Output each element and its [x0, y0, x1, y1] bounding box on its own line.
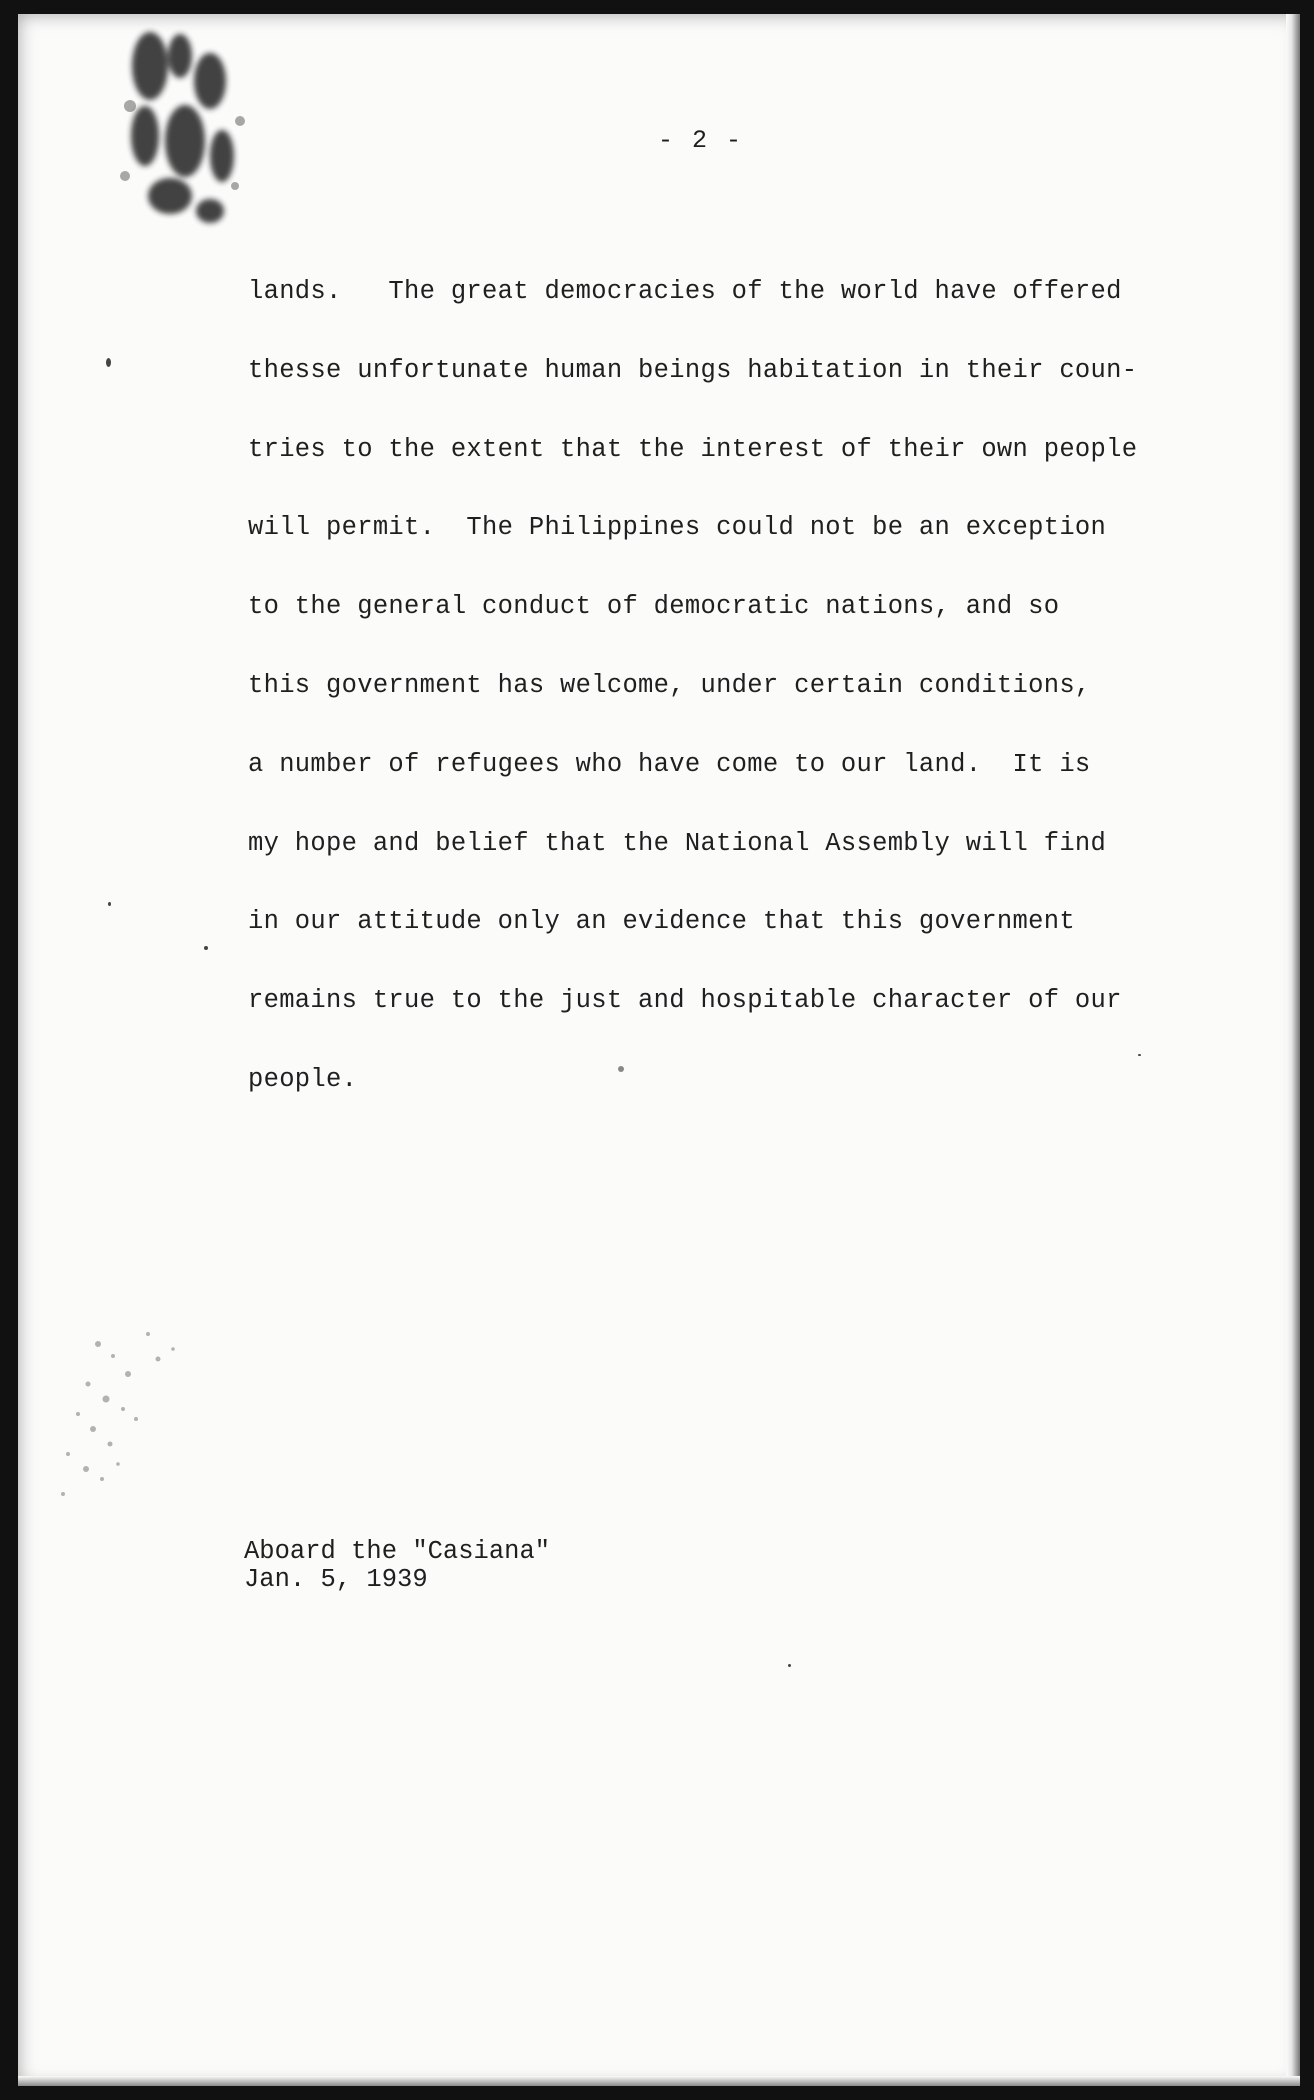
dust-speck [106, 358, 111, 367]
text-line: lands. The great democracies of the world have offered [248, 277, 1122, 306]
text-line: a number of refugees who have come to our land. It is [248, 749, 1091, 779]
text-line: this government has welcome, under certain conditions, [248, 670, 1091, 700]
dust-speck [204, 946, 208, 950]
page-number: - 2 - [658, 126, 744, 155]
paper-speckle [38, 1304, 198, 1524]
document-page [18, 14, 1300, 2086]
dust-speck [788, 1664, 791, 1667]
text-line: thesse unfortunate human beings habitation in their coun- [248, 355, 1138, 385]
text-line: my hope and belief that the National Assembly will find [248, 828, 1107, 858]
page-bottom-edge-shadow [18, 2076, 1300, 2086]
closing-location: Aboard the "Casiana" [244, 1537, 551, 1566]
text-line: remains true to the just and hospitable character of our [248, 986, 1122, 1016]
body-text [248, 272, 1208, 1139]
text-line: tries to the extent that the interest of their own people [248, 434, 1138, 464]
ink-smudge [110, 26, 260, 236]
text-line: in our attitude only an evidence that this government [248, 907, 1075, 937]
text-line: to the general conduct of democratic nations, and so [248, 592, 1060, 622]
closing-date: Jan. 5, 1939 [244, 1565, 428, 1594]
text-line: will permit. The Philippines could not be an exception [248, 513, 1107, 543]
text-line: people. [248, 1064, 358, 1094]
closing-block [244, 1538, 550, 1594]
dust-speck [108, 902, 111, 906]
page-right-edge-shadow [1286, 14, 1300, 2086]
